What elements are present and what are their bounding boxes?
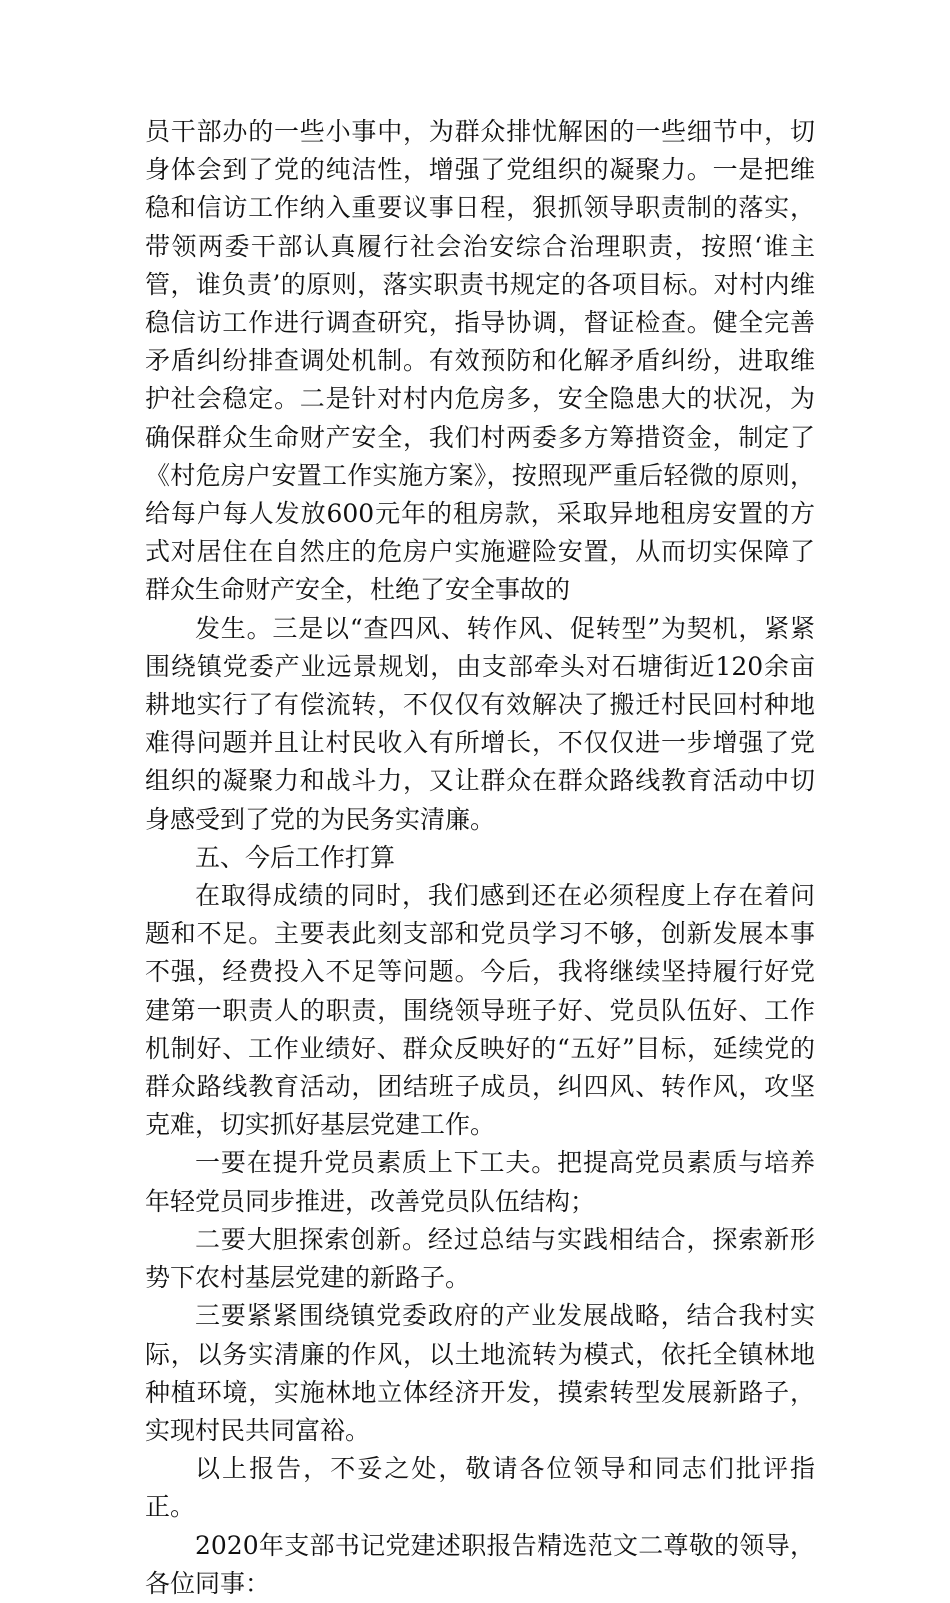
paragraph-transfer: 发生。三是以“查四风、转作风、促转型”为契机，紧紧围绕镇党委产业远景规划，由支部牵头对石塘街近120余亩耕地实行了有偿流转，不仅仅有效解决了搬迁村民回村种地难得问题并且让村民收入有所增长，不仅仅进一步增强了党组织的凝聚力和战斗力，又让群众在群众路线教育活动中切身感受到了党的为民务实清廉。 bbox=[145, 613, 815, 834]
section-heading-future-plans: 五、今后工作打算 bbox=[195, 842, 396, 872]
paragraph-shortcomings: 在取得成绩的同时，我们感到还在必须程度上存在着问题和不足。主要表此刻支部和党员学习不够，创新发展本事不强，经费投入不足等问题。今后，我将继续坚持履行好党建第一职责人的职责，围绕领导班子好、党员队伍好、工作机制好、工作业绩好、群众反映好的“五好”目标，延续党的群众路线教育活动，团结班子成员，纠四风、转作风，攻坚克难，切实抓好基层党建工作。 bbox=[145, 881, 815, 1140]
paragraph-plan-two: 二要大胆探索创新。经过总结与实践相结合，探索新形势下农村基层党建的新路子。 bbox=[145, 1224, 815, 1293]
document-body bbox=[145, 113, 815, 1603]
paragraph-plan-three: 三要紧紧围绕镇党委政府的产业发展战略，结合我村实际，以务实清廉的作风，以土地流转为模式，依托全镇林地种植环境，实施林地立体经济开发，摸索转型发展新路子，实现村民共同富裕。 bbox=[145, 1301, 815, 1445]
paragraph-continuation: 员干部办的一些小事中，为群众排忧解困的一些细节中，切身体会到了党的纯洁性，增强了党组织的凝聚力。一是把维稳和信访工作纳入重要议事日程，狠抓领导职责制的落实，带领两委干部认真履行社会治安综合治理职责，按照‘谁主管，谁负责’的原则，落实职责书规定的各项目标。对村内维稳信访工作进行调查研究，指导协调，督证检查。健全完善矛盾纠纷排查调处机制。有效预防和化解矛盾纠纷，进取维护社会稳定。二是针对村内危房多，安全隐患大的状况，为确保群众生命财产安全，我们村两委多方筹措资金，制定了《村危房户安置工作实施方案》，按照现严重后轻微的原则，给每户每人发放600元年的租房款，采取异地租房安置的方式对居住在自然庄的危房户实施避险安置，从而切实保障了群众生命财产安全，杜绝了安全事故的 bbox=[145, 117, 815, 605]
paragraph-next-report-title: 2020年支部书记党建述职报告精选范文二尊敬的领导，各位同事： bbox=[145, 1530, 815, 1598]
paragraph-plan-one: 一要在提升党员素质上下工夫。把提高党员素质与培养年轻党员同步推进，改善党员队伍结构； bbox=[145, 1148, 815, 1216]
paragraph-closing: 以上报告，不妥之处，敬请各位领导和同志们批评指正。 bbox=[145, 1454, 815, 1522]
